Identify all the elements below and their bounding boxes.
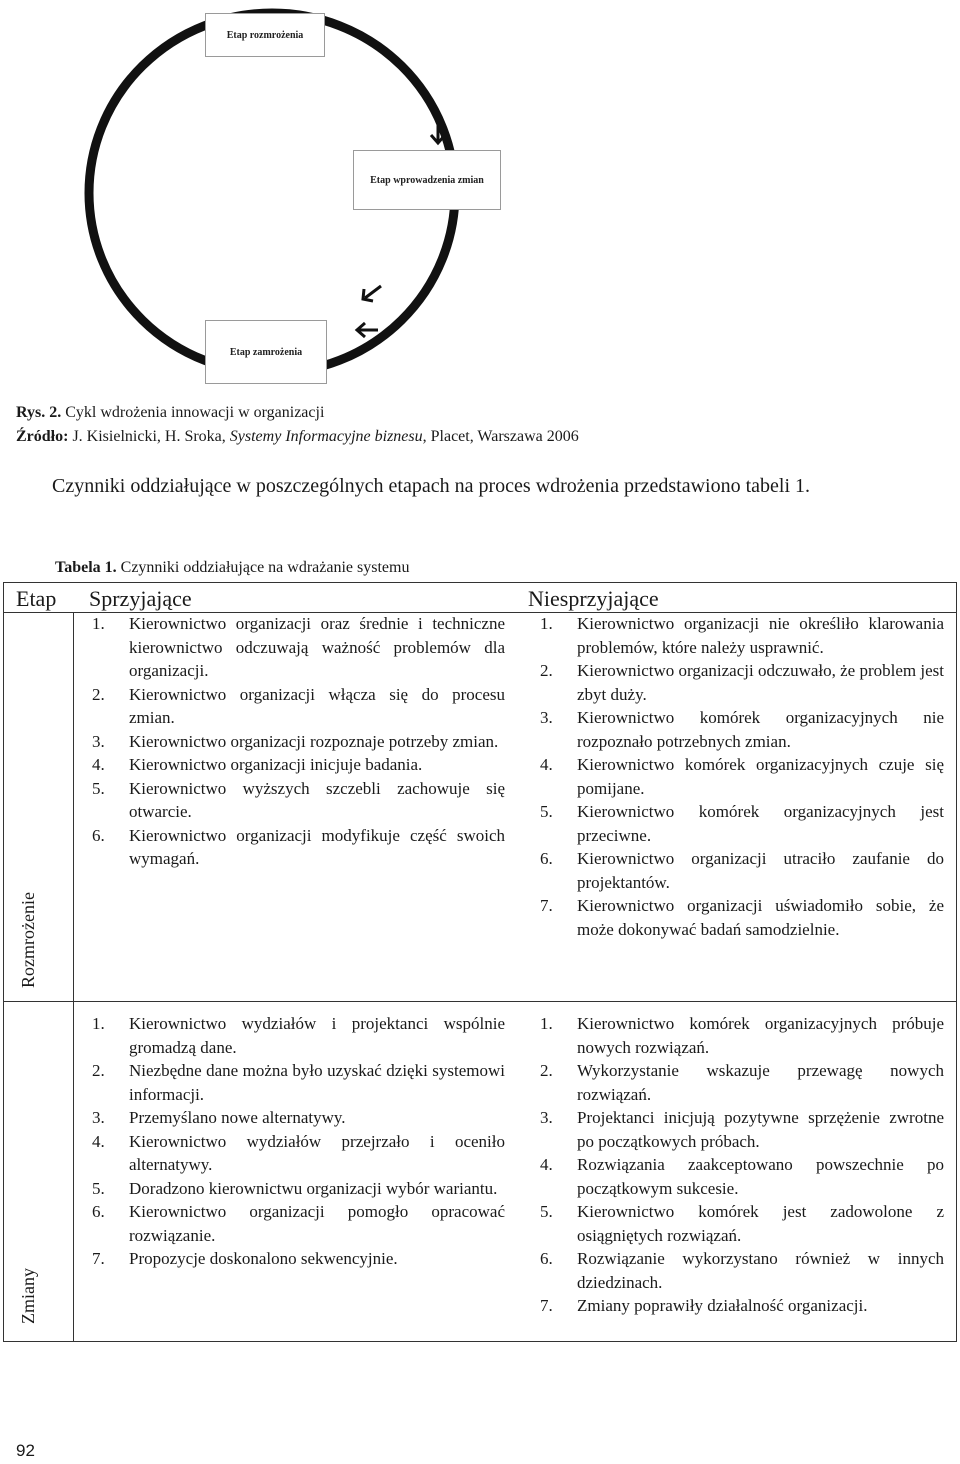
list-item-number: 3. (92, 731, 105, 751)
figure-label: Rys. 2. (16, 404, 62, 421)
list-item-text: Kierownictwo organizacji odczuwało, że problem jest zbyt duży. (577, 661, 944, 704)
list-item (92, 730, 505, 754)
list-item-text: Wykorzystanie wskazuje przewagę nowych rozwiązań. (577, 1061, 944, 1104)
list-item-text: Kierownictwo organizacji uświadomiło sobie, że może dokonywać badań samodzielnie. (577, 896, 944, 939)
arrow-left-icon (357, 323, 378, 337)
list-item (540, 753, 944, 800)
list-item-text: Kierownictwo organizacji inicjuje badania. (129, 755, 423, 774)
list-item-number: 5. (540, 1202, 553, 1221)
list-item-text: Kierownictwo organizacji oraz średnie i techniczne kierownictwo odczuwają ważność problemów dla organizacji. (129, 614, 505, 680)
figure-source (16, 426, 579, 448)
list-item-number: 4. (540, 1155, 553, 1174)
list-item-number: 1. (92, 614, 105, 633)
list-item (92, 1200, 505, 1247)
list-item-number: 6. (540, 849, 553, 868)
list-item-text: Kierownictwo organizacji włącza się do procesu zmian. (129, 684, 505, 727)
list-item-text: Kierownictwo komórek organizacyjnych czuje się pomijane. (577, 755, 944, 798)
favorable-list-rozmrozenie (92, 612, 505, 871)
list-item (92, 824, 505, 871)
list-item (540, 1294, 944, 1318)
list-item-text: Kierownictwo komórek organizacyjnych jest przeciwne. (577, 802, 944, 845)
list-item (92, 777, 505, 824)
list-item-text: Kierownictwo organizacji pomogło opracować rozwiązanie. (129, 1202, 505, 1245)
table-caption (55, 557, 409, 579)
list-item (92, 1177, 505, 1201)
list-item-text: Kierownictwo wyższych szczebli zachowuje się otwarcie. (129, 778, 505, 821)
list-item-number: 5. (92, 778, 105, 798)
list-item-number: 4. (92, 755, 105, 774)
source-publisher: , Placet, Warszawa 2006 (422, 428, 579, 445)
list-item-text: Kierownictwo organizacji rozpoznaje potrzeby zmian. (129, 731, 499, 751)
list-item-number: 4. (92, 1131, 105, 1151)
list-item-number: 3. (540, 708, 553, 727)
figure-title: Cykl wdrożenia innowacji w organizacji (65, 404, 325, 421)
list-item (92, 1059, 505, 1106)
figure-caption (16, 402, 324, 424)
stage-label-refreeze: Etap zamrożenia (229, 346, 303, 358)
arrow-left-icon (363, 286, 381, 301)
list-item (92, 612, 505, 683)
stage-label-zmiany: Zmiany (18, 1268, 38, 1324)
list-item (540, 894, 944, 941)
list-item-number: 2. (540, 661, 553, 680)
list-item (92, 1247, 505, 1271)
header-unfavorable: Niesprzyjające (528, 586, 659, 611)
source-label: Źródło: (16, 428, 69, 445)
list-item-number: 2. (92, 684, 105, 704)
stage-label-change: Etap wprowadzenia zmian (370, 174, 484, 186)
list-item-text: Projektanci inicjują pozytywne sprzężenie zwrotne po początkowych próbach. (577, 1108, 944, 1151)
list-item-text: Niezbędne dane można było uzyskać dzięki systemowi informacji. (129, 1061, 505, 1104)
list-item-number: 4. (540, 755, 553, 774)
source-book: Systemy Informacyjne biznesu (229, 428, 423, 445)
list-item (540, 659, 944, 706)
source-authors: J. Kisielnicki, H. Sroka, (72, 428, 226, 445)
list-item (540, 612, 944, 659)
list-item (540, 1012, 944, 1059)
list-item-text: Kierownictwo wydziałów przejrzało i oceniło alternatywy. (129, 1131, 505, 1174)
list-item-text: Kierownictwo organizacji nie określiło klarowania problemów, które należy usprawnić. (577, 614, 944, 657)
list-item-text: Kierownictwo komórek organizacyjnych próbuje nowych rozwiązań. (577, 1014, 944, 1057)
stage-column-divider (73, 612, 74, 1342)
list-item-text: Doradzono kierownictwu organizacji wybór wariantu. (129, 1178, 498, 1198)
favorable-list-zmiany (92, 1012, 505, 1271)
list-item-number: 5. (92, 1178, 105, 1198)
list-item-number: 6. (92, 825, 105, 845)
list-item (540, 800, 944, 847)
intro-paragraph: Czynniki oddziałujące w poszczególnych etapach na proces wdrożenia przedstawiono tabeli 1. (52, 475, 811, 497)
list-item (540, 1106, 944, 1153)
list-item (92, 683, 505, 730)
list-item (540, 1153, 944, 1200)
list-item-text: Propozycje doskonalono sekwencyjnie. (129, 1249, 398, 1268)
list-item (540, 847, 944, 894)
list-item (92, 1106, 505, 1130)
page-number: 92 (16, 1441, 35, 1460)
list-item-text: Kierownictwo wydziałów i projektanci wspólnie gromadzą dane. (129, 1014, 505, 1057)
list-item (540, 1200, 944, 1247)
list-item-text: Kierownictwo organizacji modyfikuje część swoich wymagań. (129, 825, 505, 868)
list-item-number: 2. (540, 1061, 553, 1080)
list-item-text: Kierownictwo organizacji utraciło zaufanie do projektantów. (577, 849, 944, 892)
list-item-number: 3. (540, 1108, 553, 1127)
list-item (92, 1130, 505, 1177)
list-item (92, 753, 505, 777)
list-item (540, 706, 944, 753)
list-item-number: 2. (92, 1061, 105, 1080)
header-stage: Etap (16, 586, 57, 611)
list-item (92, 1012, 505, 1059)
unfavorable-list-zmiany (540, 1012, 944, 1318)
list-item-number: 7. (540, 896, 553, 915)
list-item-text: Zmiany poprawiły działalność organizacji. (577, 1296, 868, 1315)
header-favorable: Sprzyjające (89, 586, 192, 611)
list-item-number: 1. (92, 1014, 105, 1033)
list-item-number: 1. (540, 614, 553, 633)
list-item-number: 5. (540, 802, 553, 821)
row-divider (3, 1001, 957, 1002)
list-item (540, 1059, 944, 1106)
list-item-text: Rozwiązanie wykorzystano również w innych dziedzinach. (577, 1249, 944, 1292)
list-item-number: 6. (92, 1202, 105, 1221)
arrow-layer (0, 0, 960, 400)
list-item (540, 1247, 944, 1294)
table-title: Czynniki oddziałujące na wdrażanie systemu (120, 559, 410, 576)
list-item-text: Przemyślano nowe alternatywy. (129, 1108, 346, 1127)
unfavorable-list-rozmrozenie (540, 612, 944, 941)
list-item-text: Kierownictwo komórek jest zadowolone z osiągniętych rozwiązań. (577, 1202, 944, 1245)
list-item-number: 3. (92, 1108, 105, 1127)
list-item-number: 1. (540, 1014, 553, 1033)
list-item-number: 6. (540, 1249, 553, 1268)
cycle-diagram (0, 0, 960, 400)
list-item-text: Rozwiązania zaakceptowano powszechnie po początkowym sukcesie. (577, 1155, 944, 1198)
list-item-text: Kierownictwo komórek organizacyjnych nie rozpoznało potrzebnych zmian. (577, 708, 944, 751)
arrow-down-icon (431, 123, 445, 143)
table-label: Tabela 1. (55, 559, 117, 576)
stage-label-rozmrozenie: Rozmrożenie (18, 892, 38, 988)
stage-label-unfreeze: Etap rozmrożenia (226, 29, 304, 41)
list-item-number: 7. (540, 1296, 553, 1315)
list-item-number: 7. (92, 1249, 105, 1268)
